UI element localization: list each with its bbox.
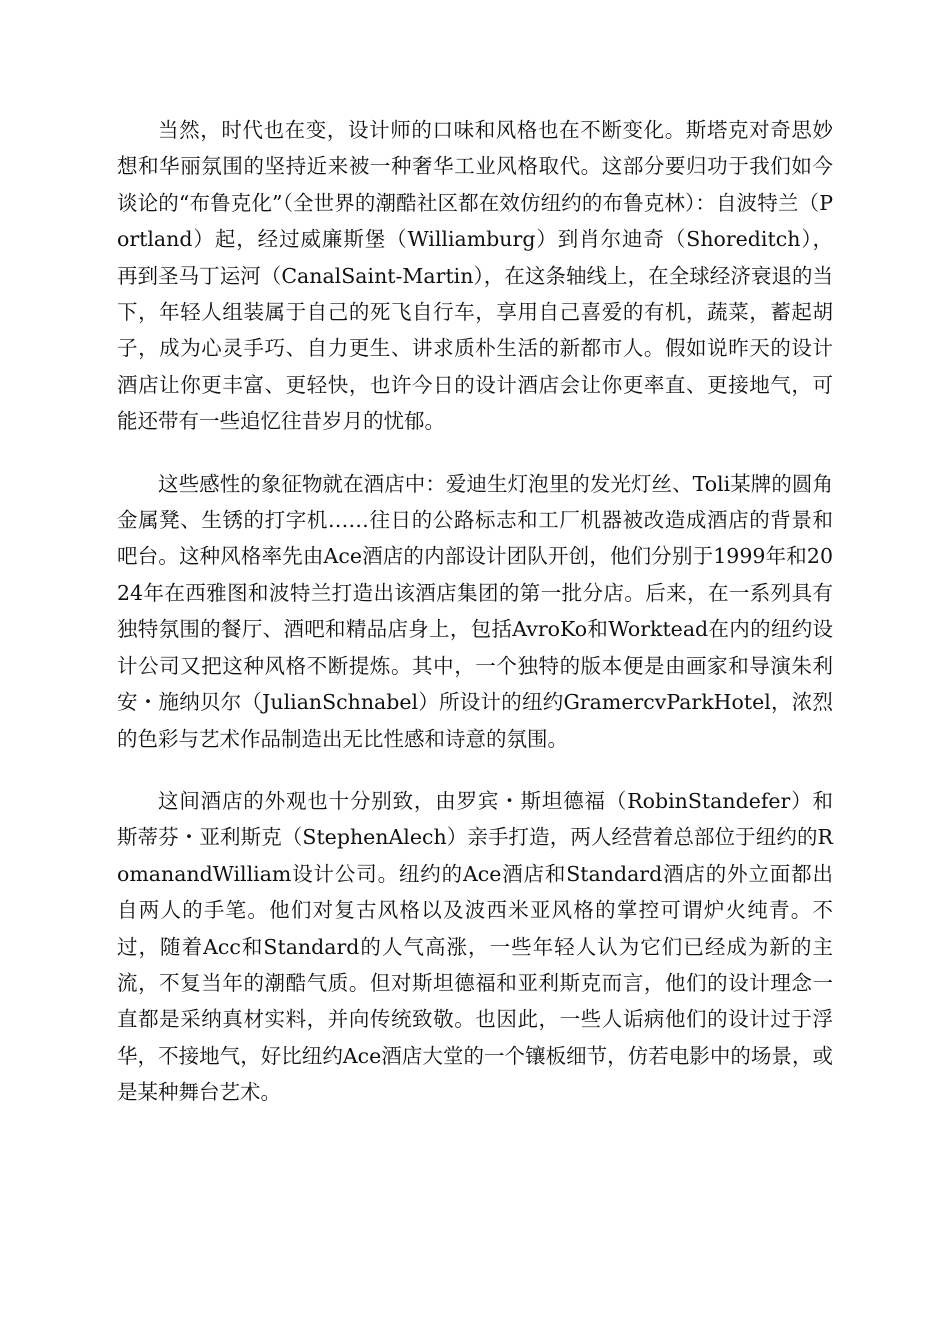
document-page bbox=[117, 112, 833, 1111]
paragraph-3: 这间酒店的外观也十分别致，由罗宾・斯坦德福（RobinStandefer）和斯蒂芬・亚利斯克（StephenAlech）亲手打造，两人经营着总部位于纽约的RomanandWilliam设计公司。纽约的Ace酒店和Standard酒店的外立面都出自两人的手笔。他们对复古风格以及波西米亚风格的掌控可谓炉火纯青。不过，随着Acc和Standard的人气高涨，一些年轻人认为它们已经成为新的主流，不复当年的潮酷气质。但对斯坦德福和亚利斯克而言，他们的设计理念一直都是采纳真材实料，并向传统致敬。也因此，一些人诟病他们的设计过于浮华，不接地气，好比纽约Ace酒店大堂的一个镶板细节，仿若电影中的场景，或是某种舞台艺术。 bbox=[117, 788, 833, 1105]
paragraph-1: 当然，时代也在变，设计师的口味和风格也在不断变化。斯塔克对奇思妙想和华丽氛围的坚持近来被一种奢华工业风格取代。这部分要归功于我们如今谈论的“布鲁克化”（全世界的潮酷社区都在效仿纽约的布鲁克林）：自波特兰（Portland）起，经过威廉斯堡（Williamburg）到肖尔迪奇（Shoreditch），再到圣马丁运河（CanalSaint-Martin），在这条轴线上，在全球经济衰退的当下，年轻人组装属于自己的死飞自行车，享用自己喜爱的有机，蔬菜，蓄起胡子，成为心灵手巧、自力更生、讲求质朴生活的新都市人。假如说昨天的设计酒店让你更丰富、更轻快，也许今日的设计酒店会让你更率直、更接地气，可能还带有一些追忆往昔岁月的忧郁。 bbox=[117, 118, 833, 434]
paragraph-2: 这些感性的象征物就在酒店中：爱迪生灯泡里的发光灯丝、Toli某牌的圆角金属凳、生锈的打字机……往日的公路标志和工厂机器被改造成酒店的背景和吧台。这种风格率先由Ace酒店的内部设计团队开创，他们分别于1999年和2024年在西雅图和波特兰打造出该酒店集团的第一批分店。后来，在一系列具有独特氛围的餐厅、酒吧和精品店身上，包括AvroKo和Worktead在内的纽约设计公司又把这种风格不断提炼。其中，一个独特的版本便是由画家和导演朱利安・施纳贝尔（JulianSchnabel）所设计的纽约GramercvParkHotel，浓烈的色彩与艺术作品制造出无比性感和诗意的氛围。 bbox=[117, 471, 833, 751]
